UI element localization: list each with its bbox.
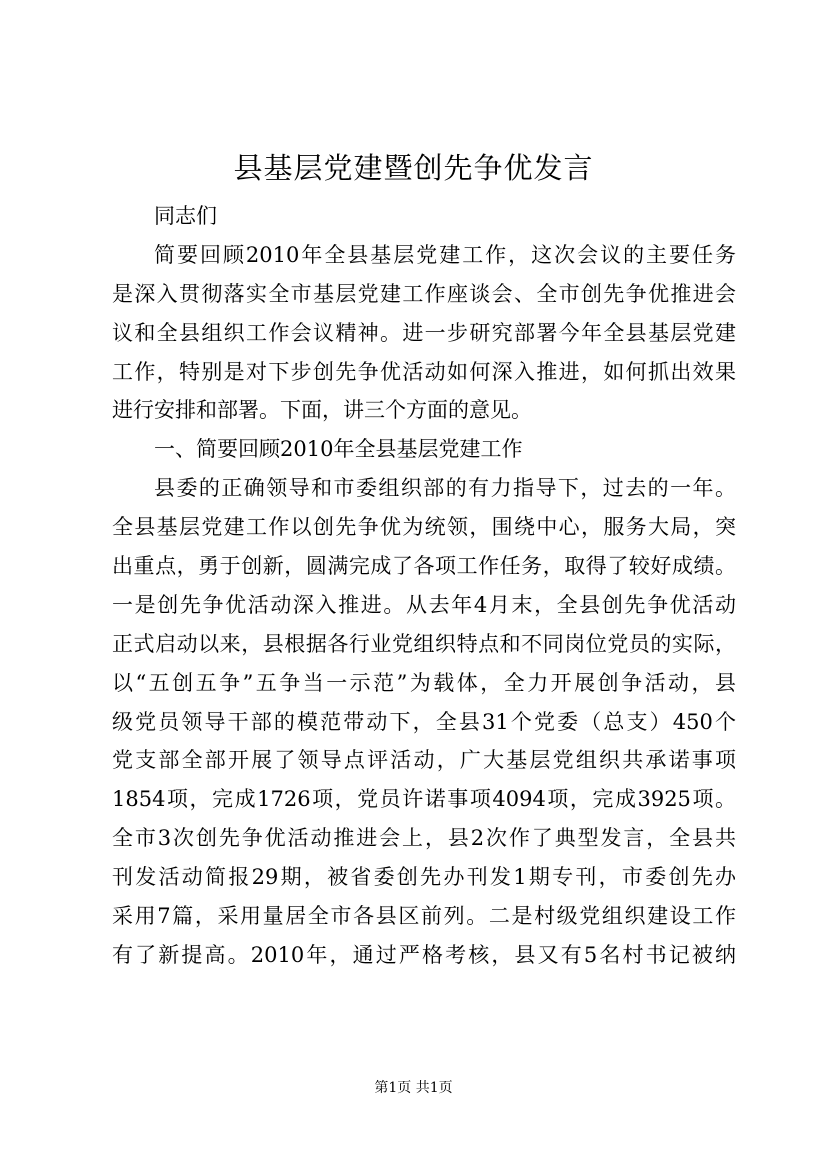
salutation-line: 同志们 — [154, 204, 217, 228]
paragraph-line: 出重点，勇于创新，圆满完成了各项工作任务，取得了较好成绩。 — [112, 554, 736, 579]
paragraph-line: 全市3次创先争优活动推进会上，县2次作了典型发言，全县共 — [112, 826, 736, 851]
document-title: 县基层党建暨创先争优发言 — [233, 151, 594, 185]
paragraph-line: 采用7篇，采用量居全市各县区前列。二是村级党组织建设工作 — [112, 904, 736, 929]
paragraph-line: 议和全县组织工作会议精神。进一步研究部署今年全县基层党建 — [112, 320, 736, 345]
paragraph-line: 有了新提高。2010年，通过严格考核，县又有5名村书记被纳 — [112, 942, 736, 967]
paragraph-line: 全县基层党建工作以创先争优为统领，围绕中心，服务大局，突 — [112, 515, 736, 540]
paragraph-line: 工作，特别是对下步创先争优活动如何深入推进，如何抓出效果 — [112, 359, 736, 384]
paragraph-line: 进行安排和部署。下面，讲三个方面的意见。 — [112, 398, 532, 423]
paragraph-line: 正式启动以来，县根据各行业党组织特点和不同岗位党员的实际， — [112, 631, 736, 656]
paragraph-line: 级党员领导干部的模范带动下，全县31个党委（总支）450个 — [112, 709, 736, 734]
paragraph-line: 党支部全部开展了领导点评活动，广大基层党组织共承诺事项 — [112, 748, 736, 773]
paragraph-line: 刊发活动简报29期，被省委创先办刊发1期专刊，市委创先办 — [112, 865, 736, 890]
paragraph-line: 以“五创五争”五争当一示范”为载体，全力开展创争活动，县 — [112, 670, 736, 695]
paragraph-line: 1854项，完成1726项，党员许诺事项4094项，完成3925项。 — [112, 787, 736, 812]
section-heading: 一、简要回顾2010年全县基层党建工作 — [154, 437, 523, 462]
document-body — [112, 197, 736, 975]
paragraph-line: 一是创先争优活动深入推进。从去年4月末，全县创先争优活动 — [112, 592, 736, 617]
paragraph-line: 是深入贯彻落实全市基层党建工作座谈会、全市创先争优推进会 — [112, 281, 736, 306]
paragraph-line: 县委的正确领导和市委组织部的有力指导下，过去的一年。 — [154, 476, 736, 501]
page-footer: 第1页 共1页 — [374, 1080, 453, 1096]
paragraph-line: 简要回顾2010年全县基层党建工作，这次会议的主要任务 — [154, 242, 736, 267]
